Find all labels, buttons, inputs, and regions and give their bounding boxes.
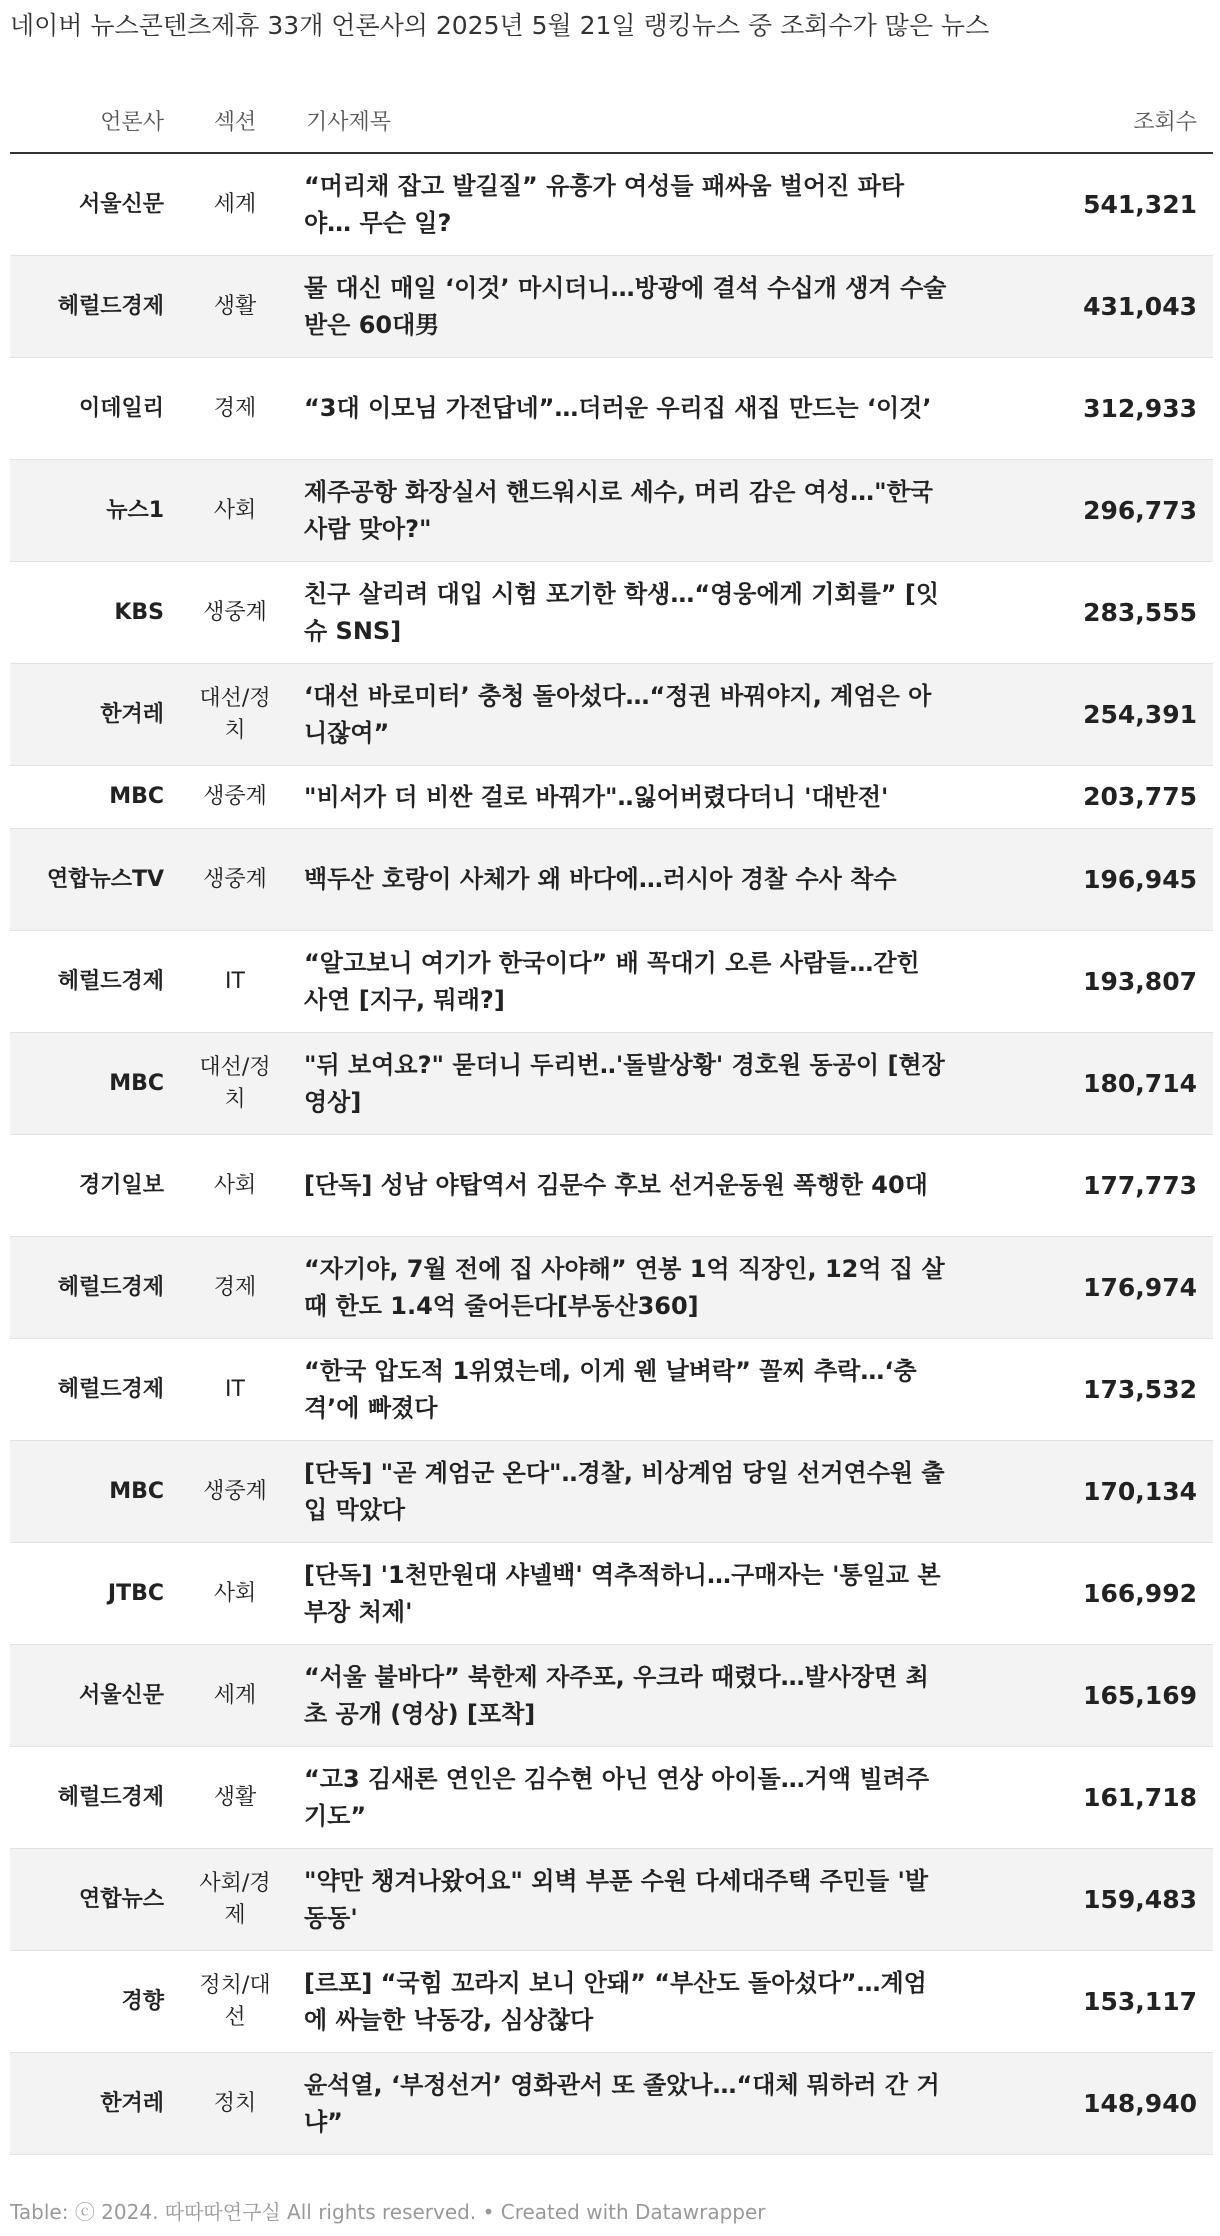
cell-headline: “머리채 잡고 발길질” 유흥가 여성들 패싸움 벌어진 파타야… 무슨 일? bbox=[290, 153, 963, 256]
cell-headline: "약만 챙겨나왔어요" 외벽 부푼 수원 다세대주택 주민들 '발동동' bbox=[290, 1849, 963, 1951]
cell-publisher: 이데일리 bbox=[10, 358, 180, 460]
table-row bbox=[10, 358, 1213, 460]
page-title: 네이버 뉴스콘텐츠제휴 33개 언론사의 2025년 5월 21일 랭킹뉴스 중 조회수가 많은 뉴스 bbox=[10, 11, 990, 40]
cell-publisher: JTBC bbox=[10, 1543, 180, 1645]
cell-headline: [르포] “국힘 꼬라지 보니 안돼” “부산도 돌아섰다”…계엄에 싸늘한 낙동강, 심상찮다 bbox=[290, 1951, 963, 2053]
column-header-section[interactable]: 섹션 bbox=[180, 88, 290, 153]
header-row bbox=[10, 88, 1213, 153]
cell-section: 생중계 bbox=[180, 829, 290, 931]
cell-publisher: 헤럴드경제 bbox=[10, 1339, 180, 1441]
cell-headline: "뒤 보여요?" 묻더니 두리번‥'돌발상황' 경호원 동공이 [현장영상] bbox=[290, 1033, 963, 1135]
cell-views: 196,945 bbox=[963, 829, 1213, 931]
cell-publisher: 경기일보 bbox=[10, 1135, 180, 1237]
cell-headline: “고3 김새론 연인은 김수현 아닌 연상 아이돌…거액 빌려주기도” bbox=[290, 1747, 963, 1849]
cell-headline: “서울 불바다” 북한제 자주포, 우크라 때렸다…발사장면 최초 공개 (영상) [포착] bbox=[290, 1645, 963, 1747]
table-row bbox=[10, 256, 1213, 358]
cell-views: 170,134 bbox=[963, 1441, 1213, 1543]
cell-headline: [단독] "곧 계엄군 온다"‥경찰, 비상계엄 당일 선거연수원 출입 막았다 bbox=[290, 1441, 963, 1543]
cell-publisher: KBS bbox=[10, 562, 180, 664]
cell-headline: [단독] '1천만원대 샤넬백' 역추적하니…구매자는 '통일교 본부장 처제' bbox=[290, 1543, 963, 1645]
table-row bbox=[10, 1747, 1213, 1849]
cell-publisher: 한겨레 bbox=[10, 2053, 180, 2155]
cell-headline: ‘대선 바로미터’ 충청 돌아섰다…“정권 바꿔야지, 계엄은 아니잖여” bbox=[290, 664, 963, 766]
cell-views: 203,775 bbox=[963, 766, 1213, 829]
cell-section: 사회/경제 bbox=[180, 1849, 290, 1951]
table-row bbox=[10, 829, 1213, 931]
table-row bbox=[10, 460, 1213, 562]
ranking-table bbox=[10, 88, 1213, 2155]
cell-publisher: 서울신문 bbox=[10, 1645, 180, 1747]
cell-section: 세계 bbox=[180, 153, 290, 256]
cell-publisher: MBC bbox=[10, 1033, 180, 1135]
cell-section: 사회 bbox=[180, 460, 290, 562]
cell-publisher: 연합뉴스 bbox=[10, 1849, 180, 1951]
cell-views: 159,483 bbox=[963, 1849, 1213, 1951]
cell-section: 생중계 bbox=[180, 1441, 290, 1543]
cell-views: 254,391 bbox=[963, 664, 1213, 766]
cell-publisher: 연합뉴스TV bbox=[10, 829, 180, 931]
column-header-headline[interactable]: 기사제목 bbox=[290, 88, 963, 153]
cell-views: 165,169 bbox=[963, 1645, 1213, 1747]
cell-section: 세계 bbox=[180, 1645, 290, 1747]
table-row bbox=[10, 1849, 1213, 1951]
table-row bbox=[10, 1441, 1213, 1543]
cell-views: 148,940 bbox=[963, 2053, 1213, 2155]
cell-section: 생활 bbox=[180, 256, 290, 358]
cell-section: 정치 bbox=[180, 2053, 290, 2155]
cell-publisher: 서울신문 bbox=[10, 153, 180, 256]
cell-publisher: 헤럴드경제 bbox=[10, 256, 180, 358]
table-body bbox=[10, 153, 1213, 2155]
cell-headline: “알고보니 여기가 한국이다” 배 꼭대기 오른 사람들…갇힌 사연 [지구, 뭐래?] bbox=[290, 931, 963, 1033]
cell-headline: “한국 압도적 1위였는데, 이게 웬 날벼락” 꼴찌 추락…‘충격’에 빠졌다 bbox=[290, 1339, 963, 1441]
cell-views: 312,933 bbox=[963, 358, 1213, 460]
cell-publisher: 헤럴드경제 bbox=[10, 1237, 180, 1339]
cell-headline: "비서가 더 비싼 걸로 바꿔가"‥잃어버렸다더니 '대반전' bbox=[290, 766, 963, 829]
table-row bbox=[10, 664, 1213, 766]
table-row bbox=[10, 931, 1213, 1033]
table-row bbox=[10, 1135, 1213, 1237]
table-row bbox=[10, 1543, 1213, 1645]
cell-publisher: 경향 bbox=[10, 1951, 180, 2053]
table-row bbox=[10, 766, 1213, 829]
cell-section: 경제 bbox=[180, 1237, 290, 1339]
table-row bbox=[10, 1033, 1213, 1135]
table-row bbox=[10, 1645, 1213, 1747]
cell-section: IT bbox=[180, 931, 290, 1033]
cell-headline: 제주공항 화장실서 핸드워시로 세수, 머리 감은 여성…"한국 사람 맞아?" bbox=[290, 460, 963, 562]
table-row bbox=[10, 1237, 1213, 1339]
cell-headline: 친구 살리려 대입 시험 포기한 학생…“영웅에게 기회를” [잇슈 SNS] bbox=[290, 562, 963, 664]
table-header bbox=[10, 88, 1213, 153]
cell-section: 생중계 bbox=[180, 562, 290, 664]
cell-section: 생활 bbox=[180, 1747, 290, 1849]
cell-views: 193,807 bbox=[963, 931, 1213, 1033]
cell-views: 296,773 bbox=[963, 460, 1213, 562]
cell-views: 153,117 bbox=[963, 1951, 1213, 2053]
cell-views: 541,321 bbox=[963, 153, 1213, 256]
cell-publisher: 헤럴드경제 bbox=[10, 1747, 180, 1849]
cell-views: 166,992 bbox=[963, 1543, 1213, 1645]
table-row bbox=[10, 1951, 1213, 2053]
cell-views: 180,714 bbox=[963, 1033, 1213, 1135]
cell-publisher: MBC bbox=[10, 1441, 180, 1543]
cell-views: 431,043 bbox=[963, 256, 1213, 358]
cell-publisher: 헤럴드경제 bbox=[10, 931, 180, 1033]
cell-section: 생중계 bbox=[180, 766, 290, 829]
table-row bbox=[10, 153, 1213, 256]
cell-section: 정치/대선 bbox=[180, 1951, 290, 2053]
cell-section: 사회 bbox=[180, 1543, 290, 1645]
cell-views: 283,555 bbox=[963, 562, 1213, 664]
cell-headline: “자기야, 7월 전에 집 사야해” 연봉 1억 직장인, 12억 집 살 때 한도 1.4억 줄어든다[부동산360] bbox=[290, 1237, 963, 1339]
table-row bbox=[10, 2053, 1213, 2155]
table-row bbox=[10, 1339, 1213, 1441]
cell-section: 경제 bbox=[180, 358, 290, 460]
cell-section: 사회 bbox=[180, 1135, 290, 1237]
cell-views: 173,532 bbox=[963, 1339, 1213, 1441]
cell-views: 176,974 bbox=[963, 1237, 1213, 1339]
cell-section: IT bbox=[180, 1339, 290, 1441]
table-footer: Table: ⓒ 2024. 따따따연구실 All rights reserved. • Created with Datawrapper bbox=[10, 2200, 766, 2224]
cell-section: 대선/정치 bbox=[180, 1033, 290, 1135]
cell-publisher: 한겨레 bbox=[10, 664, 180, 766]
column-header-views[interactable]: 조회수 bbox=[963, 88, 1213, 153]
cell-publisher: 뉴스1 bbox=[10, 460, 180, 562]
cell-views: 161,718 bbox=[963, 1747, 1213, 1849]
cell-headline: “3대 이모님 가전답네”…더러운 우리집 새집 만드는 ‘이것’ bbox=[290, 358, 963, 460]
cell-headline: 물 대신 매일 ‘이것’ 마시더니…방광에 결석 수십개 생겨 수술받은 60대男 bbox=[290, 256, 963, 358]
cell-section: 대선/정치 bbox=[180, 664, 290, 766]
cell-views: 177,773 bbox=[963, 1135, 1213, 1237]
cell-headline: [단독] 성남 야탑역서 김문수 후보 선거운동원 폭행한 40대 bbox=[290, 1135, 963, 1237]
cell-publisher: MBC bbox=[10, 766, 180, 829]
table-row bbox=[10, 562, 1213, 664]
cell-headline: 윤석열, ‘부정선거’ 영화관서 또 졸았나…“대체 뭐하러 간 거냐” bbox=[290, 2053, 963, 2155]
column-header-publisher[interactable]: 언론사 bbox=[10, 88, 180, 153]
cell-headline: 백두산 호랑이 사체가 왜 바다에…러시아 경찰 수사 착수 bbox=[290, 829, 963, 931]
